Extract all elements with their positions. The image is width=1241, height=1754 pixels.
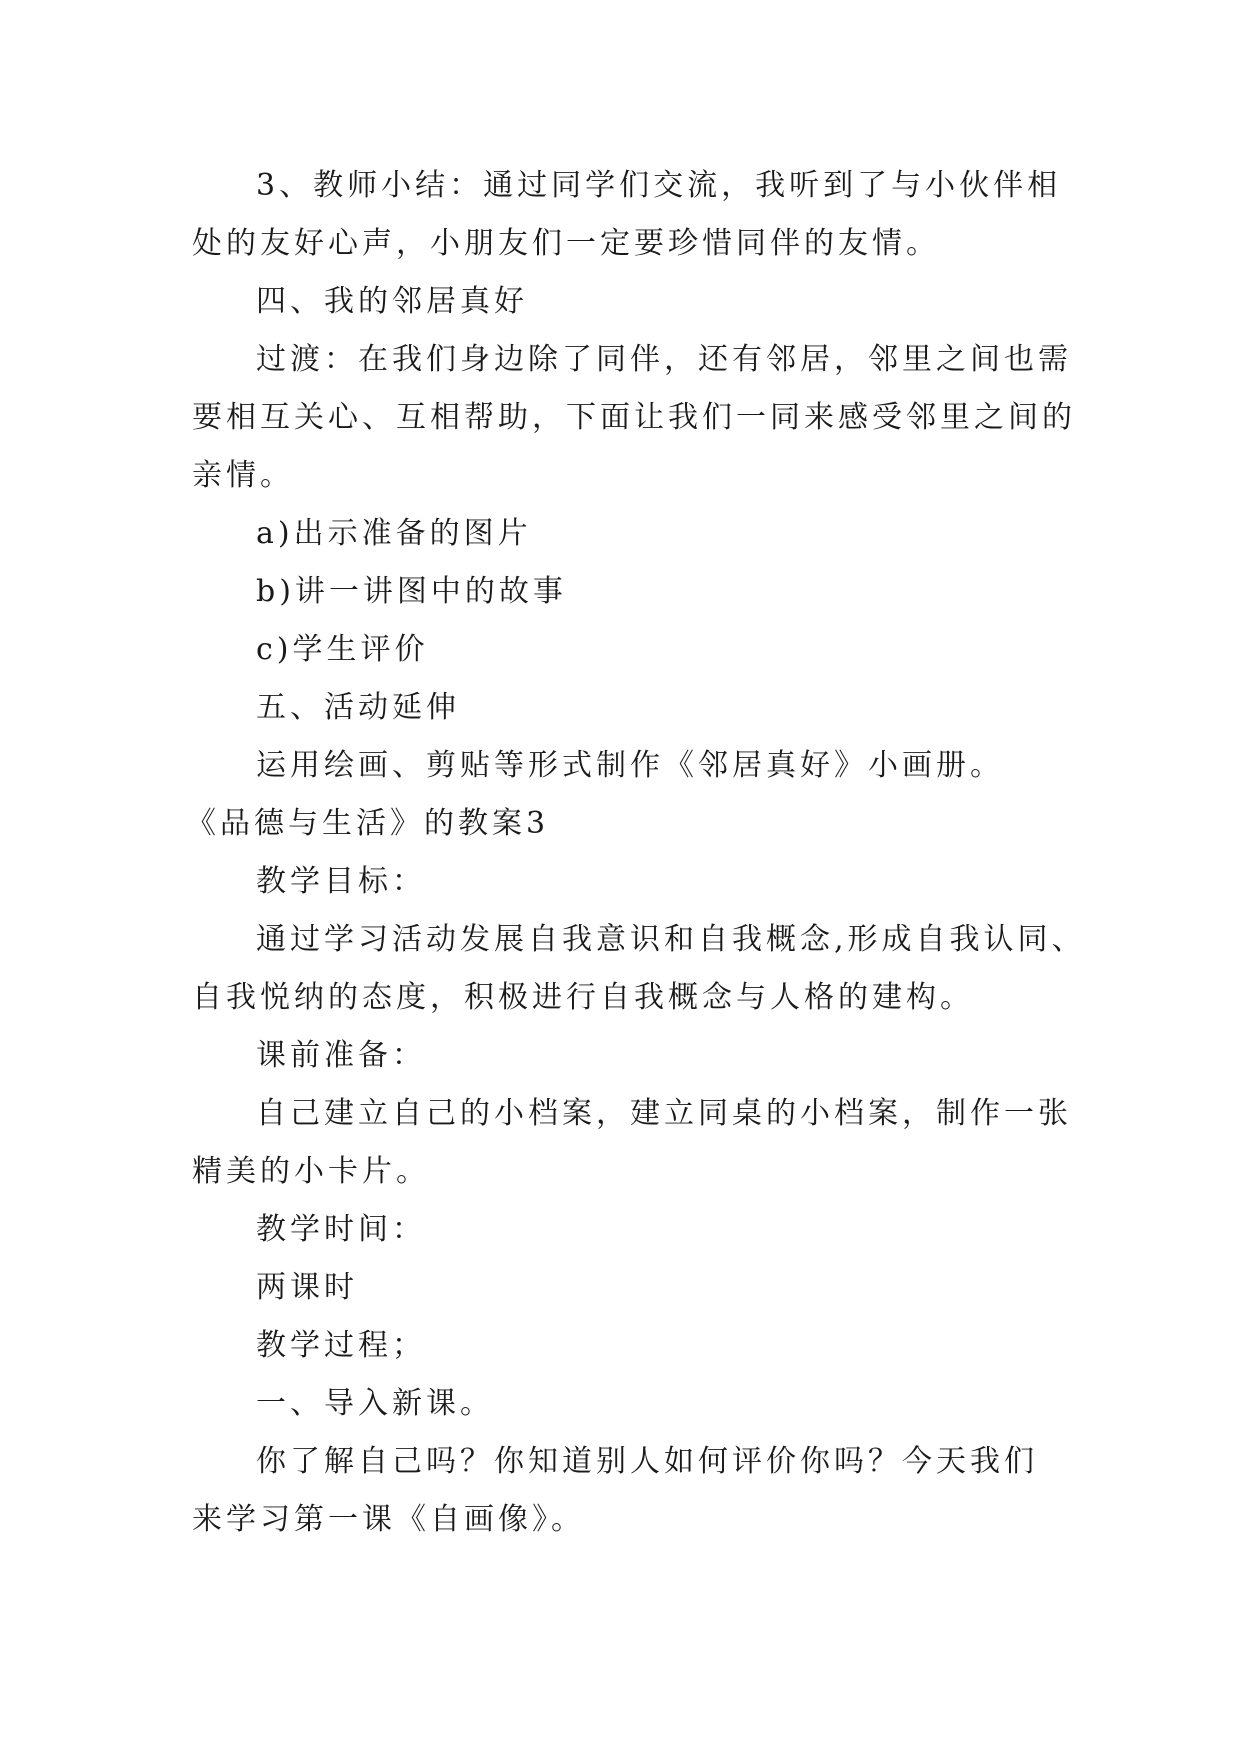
paragraph-teaching-time: 两课时 — [256, 1270, 358, 1305]
list-item-b: b)讲一讲图中的故事 — [256, 574, 567, 609]
paragraph-introduction-line-2: 来学习第一课《自画像》。 — [192, 1502, 585, 1537]
paragraph-preparation-line-2: 精美的小卡片。 — [192, 1154, 430, 1189]
paragraph-preparation-line-1: 自己建立自己的小档案，建立同桌的小档案，制作一张 — [256, 1096, 1072, 1131]
paragraph-introduction-line-1: 你了解自己吗？你知道别人如何评价你吗？今天我们 — [256, 1444, 1038, 1479]
heading-teaching-process: 教学过程； — [256, 1328, 426, 1363]
list-item-a: a)出示准备的图片 — [256, 516, 532, 551]
paragraph-teacher-summary-line-1: 3、教师小结：通过同学们交流，我听到了与小伙伴相 — [256, 168, 1062, 203]
heading-preparation: 课前准备： — [256, 1038, 426, 1073]
section-heading-activity-extension: 五、活动延伸 — [256, 690, 460, 725]
paragraph-transition-line-2: 要相互关心、互相帮助，下面让我们一同来感受邻里之间的 — [192, 400, 1076, 435]
heading-teaching-time: 教学时间： — [256, 1212, 426, 1247]
heading-teaching-goals: 教学目标： — [256, 864, 426, 899]
paragraph-transition-line-1: 过渡：在我们身边除了同伴，还有邻居，邻里之间也需 — [256, 342, 1072, 377]
paragraph-transition-line-3: 亲情。 — [192, 458, 294, 493]
paragraph-goals-line-2: 自我悦纳的态度，积极进行自我概念与人格的建构。 — [192, 980, 974, 1015]
paragraph-teacher-summary-line-2: 处的友好心声，小朋友们一定要珍惜同伴的友情。 — [192, 226, 940, 261]
section-heading-introduction: 一、导入新课。 — [256, 1386, 494, 1421]
paragraph-activity-extension: 运用绘画、剪贴等形式制作《邻居真好》小画册。 — [256, 748, 1004, 783]
paragraph-goals-line-1: 通过学习活动发展自我意识和自我概念,形成自我认同、 — [256, 922, 1086, 957]
list-item-c: c)学生评价 — [256, 632, 429, 667]
lesson-plan-title: 《品德与生活》的教案3 — [186, 806, 550, 841]
section-heading-neighbors: 四、我的邻居真好 — [256, 284, 528, 319]
